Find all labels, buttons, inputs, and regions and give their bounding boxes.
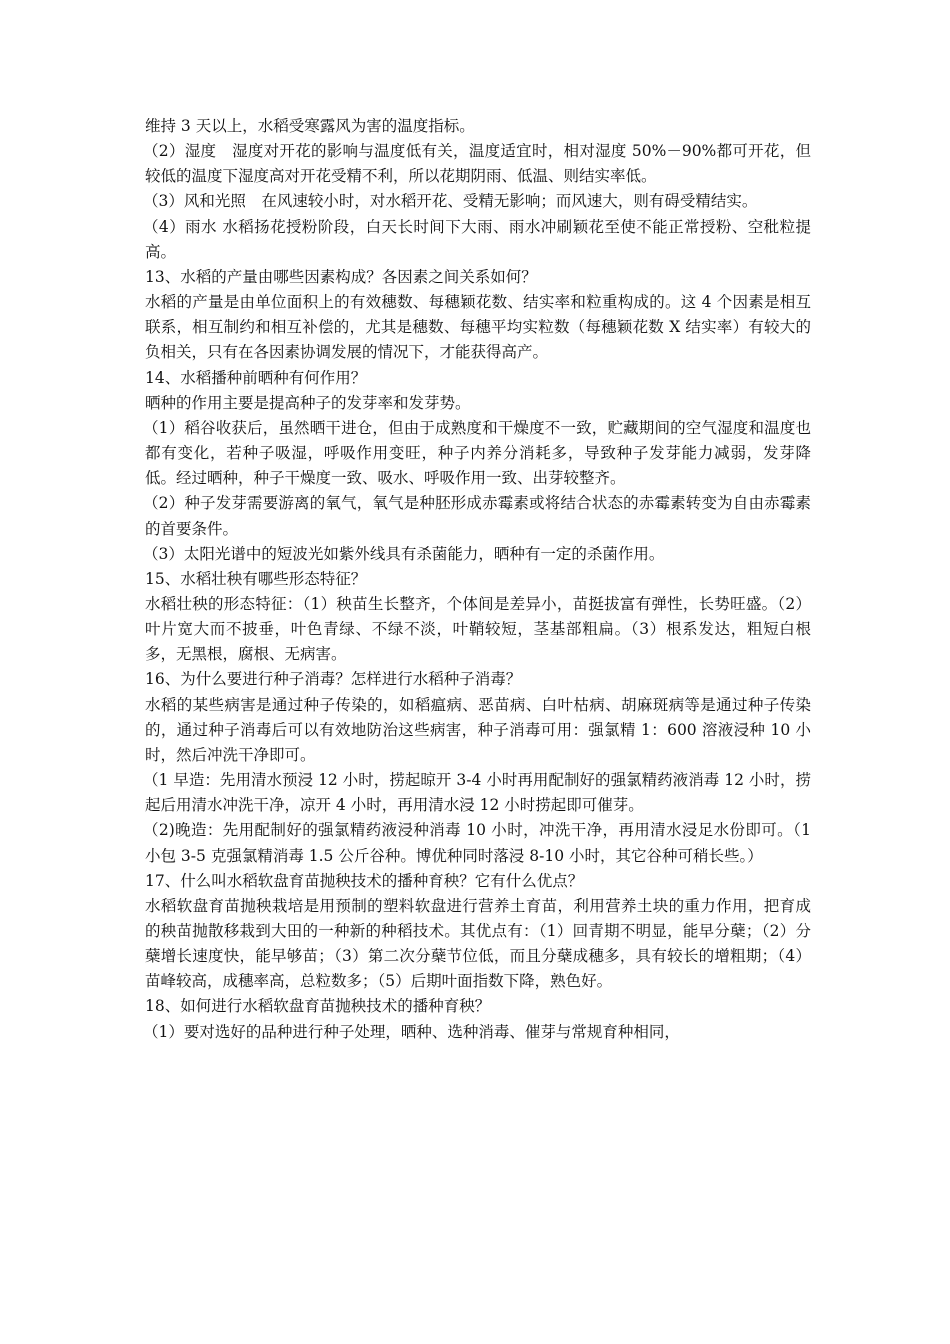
answer-14-intro: 晒种的作用主要是提高种子的发芽率和发芽势。 [145, 393, 471, 412]
answer-16-late-season: （2)晚造：先用配制好的强氯精药液浸种消毒 10 小时，冲洗干净，再用清水浸足水份即可。（1 小包 3-5 克强氯精消毒 1.5 公斤谷种。博优种同时落浸 8-10 小时，其它谷种可稍长些。） [143, 821, 811, 865]
question-14-heading: 14、水稻播种前晒种有何作用？ [145, 368, 367, 387]
answer-14-point-1: （1）稻谷收获后，虽然晒干进仓，但由于成熟度和干燥度不一致，贮藏期间的空气湿度和温度也都有变化，若种子吸湿，呼吸作用变旺，种子内养分消耗多，导致种子发芽能力减弱，发芽降低。经过晒种，种子干燥度一致、吸水、呼吸作用一致、出芽较整齐。 [143, 418, 811, 488]
question-18-heading: 18、如何进行水稻软盘育苗抛秧技术的播种育秧？ [145, 997, 491, 1016]
answer-16-early-season: （1 早造：先用清水预浸 12 小时，捞起晾开 3-4 小时再用配制好的强氯精药液消毒 12 小时，捞起后用清水冲洗干净，凉开 4 小时，再用清水浸 12 小时捞起即可催芽。 [143, 771, 811, 815]
answer-13-yield-factors: 水稻的产量是由单位面积上的有效穗数、每穗颖花数、结实率和粒重构成的。这 4 个因素是相互联系，相互制约和相互补偿的，尤其是穗数、每穗平均实粒数（每穗颖花数 X 结实率）有较大的负相关，只有在各因素协调发展的情况下，才能获得高产。 [145, 293, 811, 362]
question-17-heading: 17、什么叫水稻软盘育苗抛秧技术的播种育秧？它有什么优点？ [145, 871, 584, 890]
document-page [145, 114, 811, 1045]
paragraph-humidity: （2）湿度 湿度对开花的影响与温度低有关，温度适宜时，相对湿度 50%－90%都可开花，但较低的温度下湿度高对开花受精不利，所以花期阴雨、低温、则结实率低。 [143, 142, 811, 186]
question-16-heading: 16、为什么要进行种子消毒？怎样进行水稻种子消毒？ [145, 670, 522, 689]
paragraph-cold-dew-wind-tail: 维持 3 天以上，水稻受寒露风为害的温度指标。 [145, 117, 475, 135]
answer-15-seedling-traits: 水稻壮秧的形态特征：（1）秧苗生长整齐，个体间是差异小，苗挺拔富有弹性，长势旺盛。（2）叶片宽大而不披垂，叶色青绿、不绿不淡，叶鞘较短，茎基部粗扁。（3）根系发达，粗短白根多，无黑根，腐根、无病害。 [145, 594, 811, 664]
question-15-heading: 15、水稻壮秧有哪些形态特征？ [145, 569, 367, 588]
answer-17-soft-tray: 水稻软盘育苗抛秧栽培是用预制的塑料软盘进行营养土育苗，利用营养土块的重力作用，把育成的秧苗抛散移栽到大田的一种新的种稻技术。其优点有：（1）回青期不明显，能早分蘖；（2）分蘖增长速度快，能早够苗；（3）第二次分蘖节位低，而且分蘖成穗多，具有较长的增粗期；（4）苗峰较高，成穗率高，总粒数多；（5）后期叶面指数下降，熟色好。 [145, 896, 811, 991]
answer-18-point-1: （1）要对选好的品种进行种子处理，晒种、选种消毒、催芽与常规育种相同， [143, 1022, 680, 1041]
answer-14-point-2: （2）种子发芽需要游离的氧气，氧气是种胚形成赤霉素或将结合状态的赤霉素转变为自由赤霉素的首要条件。 [143, 494, 811, 538]
answer-14-point-3: （3）太阳光谱中的短波光如紫外线具有杀菌能力，晒种有一定的杀菌作用。 [143, 544, 665, 563]
paragraph-rain: （4）雨水 水稻扬花授粉阶段，白天长时间下大雨、雨水冲刷颖花至使不能正常授粉、空秕粒提高。 [143, 217, 811, 261]
question-13-heading: 13、水稻的产量由哪些因素构成？各因素之间关系如何？ [145, 267, 537, 286]
paragraph-wind-light: （3）风和光照 在风速较小时，对水稻开花、受精无影响；而风速大，则有碍受精结实。 [143, 192, 758, 211]
answer-16-intro: 水稻的某些病害是通过种子传染的，如稻瘟病、恶苗病、白叶枯病、胡麻斑病等是通过种子传染的，通过种子消毒后可以有效地防治这些病害，种子消毒可用：强氯精 1：600 溶液浸种 10 小时，然后冲洗干净即可。 [145, 695, 811, 764]
